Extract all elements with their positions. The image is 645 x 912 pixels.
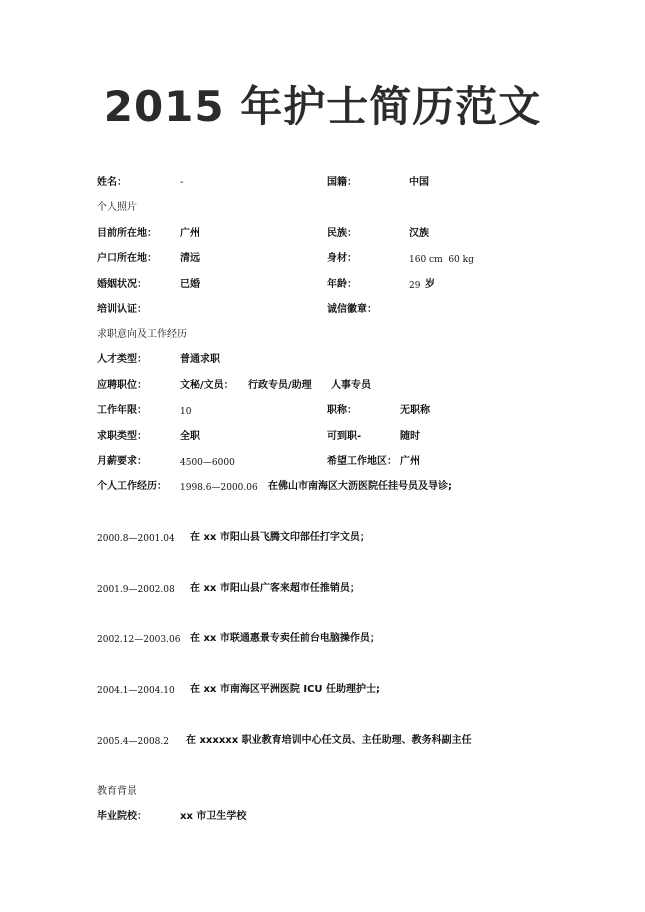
- salary-value: 4500—6000: [180, 458, 235, 468]
- start-label: 可到职-: [327, 431, 362, 442]
- school-value: xx 市卫生学校: [180, 811, 247, 822]
- experience-period: 2001.9—2002.08: [97, 585, 175, 595]
- area-value: 广州: [400, 456, 420, 467]
- age-value: 29: [409, 281, 421, 291]
- experience-period: 2004.1—2004.10: [97, 686, 175, 696]
- job-title-value: 无职称: [400, 405, 430, 416]
- salary-label: 月薪要求：: [97, 456, 147, 467]
- name-label: 姓名：: [97, 177, 127, 188]
- experience-period: 1998.6—2000.06: [180, 483, 258, 493]
- experience-desc: 在 xxxxxx 职业教育培训中心任文员、主任助理、教务科副主任: [186, 735, 472, 746]
- body-value: 160 cm 60 kg: [409, 255, 474, 265]
- experience-period: 2000.8—2001.04: [97, 534, 175, 544]
- talent-type-value: 普通求职: [180, 354, 220, 365]
- ethnicity-value: 汉族: [409, 228, 429, 239]
- credit-badge-label: 诚信徽章：: [327, 304, 377, 315]
- job-title-label: 职称：: [327, 405, 357, 416]
- experience-desc: 在佛山市南海区大沥医院任挂号员及导诊;: [268, 481, 452, 492]
- hukou-value: 清远: [180, 253, 200, 264]
- nationality-label: 国籍：: [327, 177, 357, 188]
- name-value: -: [180, 177, 184, 188]
- section-personal-photo: 个人照片: [97, 202, 137, 213]
- experience-desc: 在 xx 市联通惠景专卖任前台电脑操作员；: [190, 633, 380, 644]
- position-value-3: 人事专员: [331, 380, 371, 391]
- marital-label: 婚姻状况：: [97, 279, 147, 290]
- marital-value: 已婚: [180, 279, 200, 290]
- job-type-label: 求职类型：: [97, 431, 147, 442]
- location-label: 目前所在地：: [97, 228, 157, 239]
- section-job-intent: 求职意向及工作经历: [97, 329, 187, 340]
- training-label: 培训认证：: [97, 304, 147, 315]
- nationality-value: 中国: [409, 177, 429, 188]
- experience-period: 2002.12—2003.06: [97, 635, 181, 645]
- position-value-1: 文秘/文员：: [180, 380, 234, 391]
- ethnicity-label: 民族：: [327, 228, 357, 239]
- start-value: 随时: [400, 431, 420, 442]
- years-label: 工作年限：: [97, 405, 147, 416]
- age-unit: 岁: [425, 279, 435, 290]
- age-label: 年龄：: [327, 279, 357, 290]
- years-value: 10: [180, 407, 192, 417]
- area-label: 希望工作地区：: [327, 456, 397, 467]
- position-value-2: 行政专员/助理: [248, 380, 312, 391]
- experience-desc: 在 xx 市阳山县广客来超市任推销员；: [190, 583, 360, 594]
- location-value: 广州: [180, 228, 200, 239]
- position-label: 应聘职位：: [97, 380, 147, 391]
- school-label: 毕业院校：: [97, 811, 147, 822]
- hukou-label: 户口所在地：: [97, 253, 157, 264]
- body-label: 身材：: [327, 253, 357, 264]
- page-title: 2015 年护士简历范文: [103, 82, 542, 131]
- job-type-value: 全职: [180, 431, 200, 442]
- section-education: 教育背景: [97, 786, 137, 797]
- experience-label: 个人工作经历：: [97, 481, 167, 492]
- talent-type-label: 人才类型：: [97, 354, 147, 365]
- experience-period: 2005.4—2008.2: [97, 737, 169, 747]
- experience-desc: 在 xx 市南海区平洲医院 ICU 任助理护士;: [190, 684, 381, 695]
- experience-desc: 在 xx 市阳山县飞腾文印部任打字文员；: [190, 532, 370, 543]
